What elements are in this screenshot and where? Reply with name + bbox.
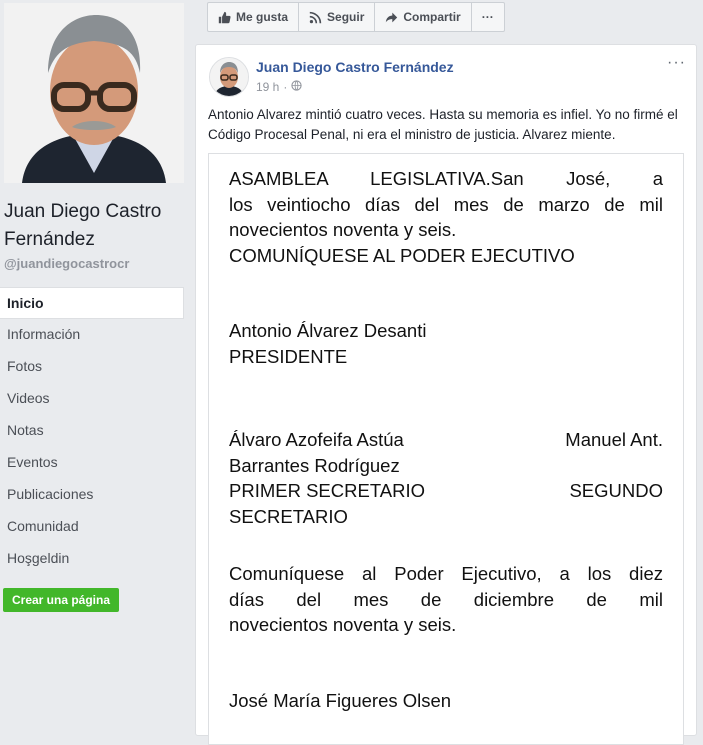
doc-sig2-roles-row xyxy=(229,478,663,504)
page-action-bar xyxy=(207,2,505,32)
post-card xyxy=(195,44,697,736)
doc-p2-line2: días del mes de diciembre de mil xyxy=(229,588,663,610)
doc-sig2-line2: Barrantes Rodríguez xyxy=(229,454,400,476)
post-text: Antonio Alvarez mintió cuatro veces. Hasta su memoria es infiel. Yo no firmé el Código Procesal Penal, ni era el ministro de justicia. Alvarez miente. xyxy=(208,107,678,142)
like-page-button[interactable] xyxy=(208,3,299,31)
post-meta xyxy=(256,80,302,94)
share-button[interactable] xyxy=(375,3,471,31)
doc-sig1-name: Antonio Álvarez Desanti xyxy=(229,320,427,341)
doc-p1-line3: novecientos noventa y seis. xyxy=(229,219,457,240)
doc-p2-line1: Comuníquese al Poder Ejecutivo, a los diez xyxy=(229,563,663,584)
like-label: Me gusta xyxy=(236,10,289,24)
nav-item-publicaciones[interactable]: Publicaciones xyxy=(7,486,94,502)
doc-sig3-name: José María Figueres Olsen xyxy=(229,689,452,711)
page-nav xyxy=(0,287,184,575)
doc-sig2-row xyxy=(229,427,663,453)
share-label: Compartir xyxy=(403,10,461,24)
doc-sig2-role-line2: SECRETARIO xyxy=(229,505,348,527)
profile-name[interactable]: Juan Diego Castro Fernández xyxy=(4,201,162,250)
nav-item-informacion[interactable]: Información xyxy=(7,326,81,342)
nav-item-videos[interactable]: Videos xyxy=(7,390,50,406)
nav-item-comunidad[interactable]: Comunidad xyxy=(7,518,79,534)
doc-p1-line1: ASAMBLEA LEGISLATIVA.San José, a xyxy=(229,168,663,189)
doc-sig2-right: Manuel Ant. xyxy=(565,429,663,450)
post-options-button[interactable]: ··· xyxy=(667,54,686,71)
nav-item-inicio[interactable]: Inicio xyxy=(0,287,184,319)
doc-p2-line3: novecientos noventa y seis. xyxy=(229,614,457,635)
privacy-globe-icon[interactable] xyxy=(291,80,302,94)
profile-handle[interactable]: @juandiegocastrocr xyxy=(4,256,130,271)
doc-p1-line2: los veintiocho días del mes de marzo de mil xyxy=(229,193,663,215)
doc-sig2-role-right: SEGUNDO xyxy=(569,480,663,501)
separator-dot: · xyxy=(283,80,288,94)
nav-item-hosgeldin[interactable]: Hoşgeldin xyxy=(7,550,70,566)
post-timestamp[interactable]: 19 h xyxy=(256,80,280,94)
create-page-button[interactable]: Crear una página xyxy=(3,588,119,612)
profile-photo[interactable] xyxy=(4,3,184,183)
thumbs-up-icon xyxy=(218,11,231,24)
share-arrow-icon xyxy=(385,11,398,24)
nav-item-fotos[interactable]: Fotos xyxy=(7,358,43,374)
follow-label: Seguir xyxy=(327,10,365,24)
profile-portrait-image xyxy=(4,3,184,183)
nav-item-eventos[interactable]: Eventos xyxy=(7,454,58,470)
more-options-button[interactable] xyxy=(472,3,504,31)
nav-item-notas[interactable]: Notas xyxy=(7,422,44,438)
document-text xyxy=(229,166,663,713)
author-avatar[interactable] xyxy=(209,57,249,97)
rss-icon xyxy=(309,11,322,24)
doc-p1-line4: COMUNÍQUESE AL PODER EJECUTIVO xyxy=(229,244,575,266)
more-dots-icon: ··· xyxy=(481,10,494,24)
doc-sig2-left: Álvaro Azofeifa Astúa xyxy=(229,429,404,450)
post-author-link[interactable]: Juan Diego Castro Fernández xyxy=(256,59,454,75)
doc-sig1-role: PRESIDENTE xyxy=(229,345,348,367)
left-sidebar xyxy=(0,0,195,722)
doc-sig2-role-left: PRIMER SECRETARIO xyxy=(229,480,425,501)
post-document-image[interactable] xyxy=(208,153,684,745)
follow-button[interactable] xyxy=(299,3,375,31)
